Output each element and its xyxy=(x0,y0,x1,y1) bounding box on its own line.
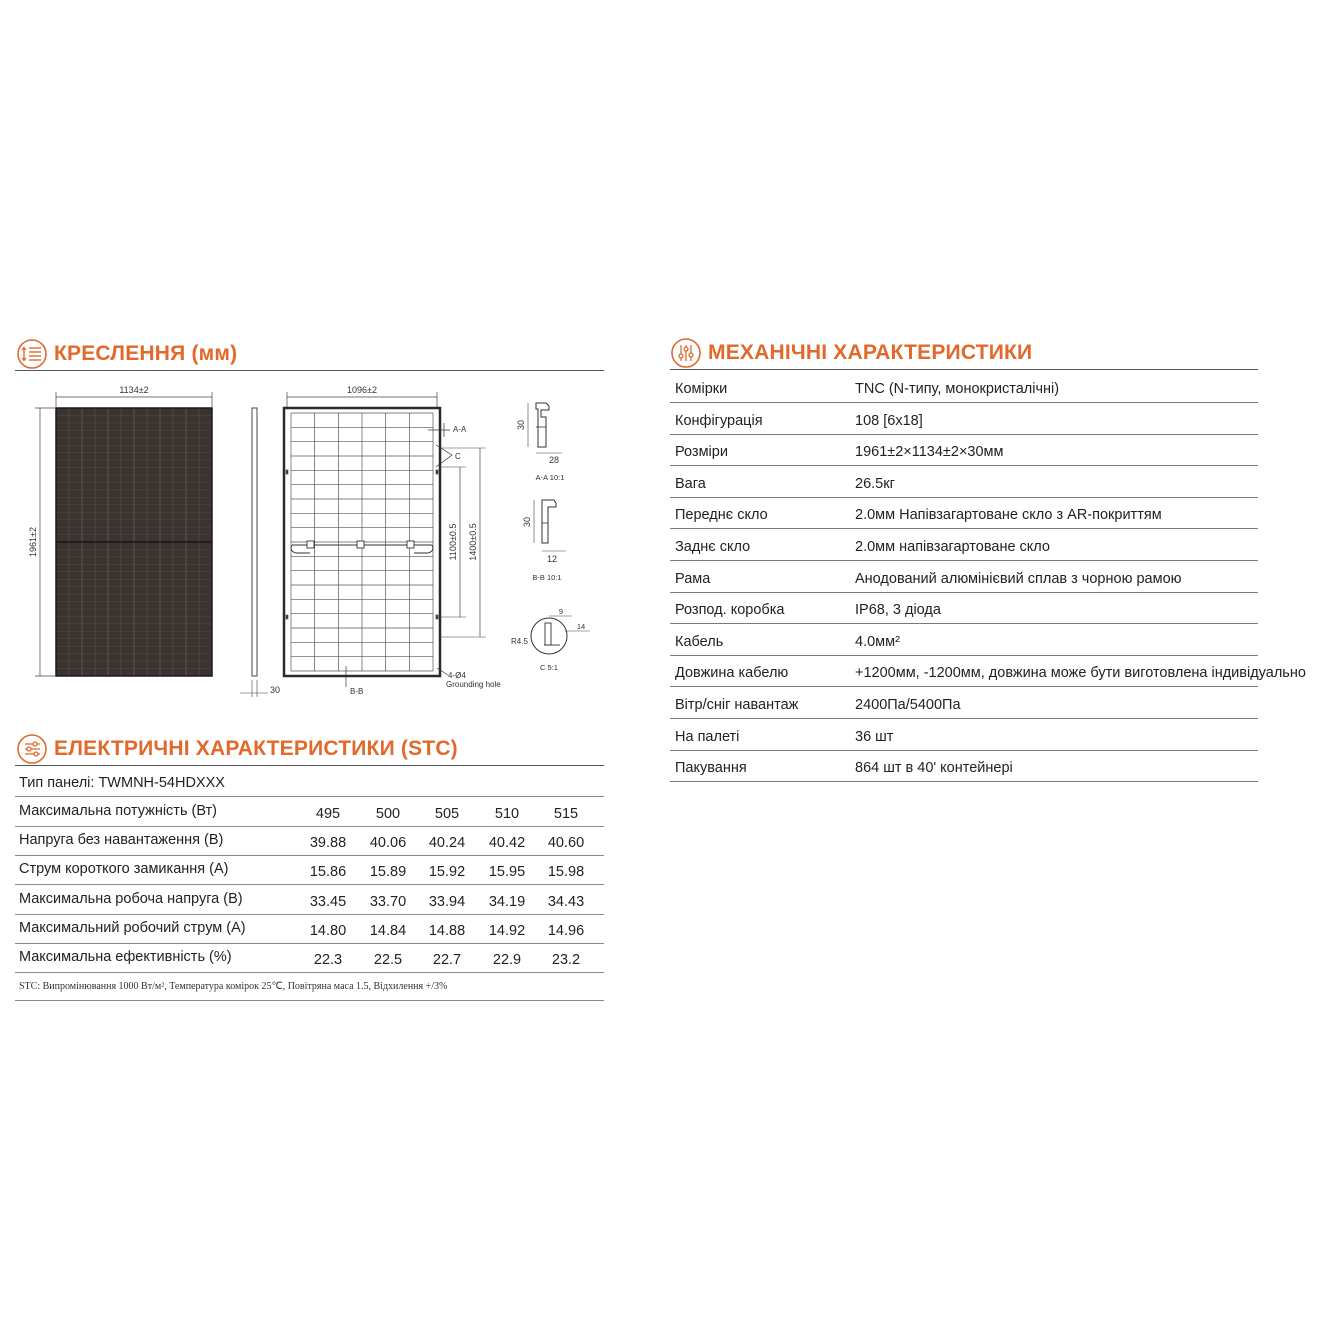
electrical-key: Максимальна потужність (Вт) xyxy=(19,803,218,819)
mechanical-value: 2400Па/5400Па xyxy=(855,697,961,713)
front-width-label: 1134±2 xyxy=(119,385,149,395)
mechanical-row xyxy=(670,655,1306,687)
section-aa-height: 30 xyxy=(516,419,526,431)
electrical-value: 15.98 xyxy=(547,864,585,881)
electrical-value: 22.5 xyxy=(373,952,403,968)
electrical-value: 15.92 xyxy=(428,864,466,881)
mechanical-row xyxy=(670,687,1258,719)
mechanical-key: Вітр/сніг навантаж xyxy=(675,697,799,713)
mechanical-key: Довжина кабелю xyxy=(675,665,789,682)
drawing-title-rule xyxy=(15,370,604,371)
section-bb-caption: B-B 10:1 xyxy=(532,573,562,582)
electrical-key: Максимальна ефективність (%) xyxy=(19,949,232,965)
sliders-icon xyxy=(16,733,48,765)
front-height-label: 1961±2 xyxy=(28,527,38,557)
side-view-panel xyxy=(240,408,280,697)
mechanical-title-rule xyxy=(670,369,1258,370)
mechanical-value: Анодований алюмінієвий сплав з чорною рамою xyxy=(855,570,1182,587)
mechanical-row xyxy=(670,561,1258,593)
electrical-value: 33.70 xyxy=(369,893,407,910)
mechanical-value: 36 шт xyxy=(855,728,894,745)
electrical-value: 510 xyxy=(494,806,520,822)
mechanical-key: Розміри xyxy=(675,444,728,461)
mechanical-row xyxy=(670,592,1258,624)
mechanical-row xyxy=(670,403,1258,435)
mechanical-value: 26.5кг xyxy=(855,475,895,492)
mechanical-row xyxy=(670,529,1258,561)
stc-note-rule xyxy=(15,1000,604,1001)
stc-note: STC: Випромінювання 1000 Вт/м², Температура комірок 25℃, Повітряна маса 1.5, Відхилення +/3% xyxy=(19,981,448,992)
electrical-value: 40.42 xyxy=(488,835,526,852)
section-bb-height: 30 xyxy=(522,516,532,528)
mechanical-value: 864 шт в 40' контейнері xyxy=(855,760,1013,777)
back-width-label: 1096±2 xyxy=(347,385,377,395)
mechanical-value: IP68, 3 діода xyxy=(855,602,941,619)
mechanical-value: +1200мм, -1200мм, довжина може бути виготовлена індивідуально xyxy=(855,665,1306,682)
mechanical-row xyxy=(670,719,1258,751)
electrical-value: 34.19 xyxy=(488,893,526,910)
electrical-row xyxy=(15,885,604,915)
electrical-value: 40.60 xyxy=(547,835,585,852)
electrical-value: 14.88 xyxy=(428,922,466,939)
mechanical-value: 2.0мм напівзагартоване скло xyxy=(855,539,1050,555)
section-c-dim-14: 14 xyxy=(576,622,586,631)
mechanical-row xyxy=(670,434,1258,466)
electrical-value: 22.7 xyxy=(432,952,462,968)
electrical-value: 33.45 xyxy=(309,893,347,910)
electrical-title: ЕЛЕКТРИЧНІ ХАРАКТЕРИСТИКИ (STC) xyxy=(54,737,458,760)
panel-drawing xyxy=(0,375,610,705)
electrical-key: Максимальна робоча напруга (В) xyxy=(19,890,243,907)
electrical-value: 15.86 xyxy=(309,864,347,881)
electrical-value: 15.95 xyxy=(488,864,526,881)
section-bb-width: 12 xyxy=(546,554,558,564)
section-c-radius: R4.5 xyxy=(511,637,528,646)
electrical-section-title xyxy=(16,733,458,765)
mechanical-key: Переднє скло xyxy=(675,507,768,524)
mechanical-section-title xyxy=(670,337,1032,369)
electrical-value: 495 xyxy=(315,806,341,822)
electrical-value: 515 xyxy=(553,806,579,822)
mechanical-row xyxy=(670,750,1258,782)
mechanical-key: Комірки xyxy=(675,381,728,397)
hole-label: 4-Ø4 xyxy=(448,671,466,680)
mechanical-value: 1961±2×1134±2×30мм xyxy=(855,444,1004,461)
electrical-row xyxy=(15,943,604,973)
section-aa-width: 28 xyxy=(548,455,560,465)
mechanical-row xyxy=(670,371,1258,403)
electrical-value: 40.24 xyxy=(428,835,466,852)
electrical-row xyxy=(15,914,604,944)
dim-1400-label: 1400±0.5 xyxy=(468,523,478,561)
electrical-value: 34.43 xyxy=(547,893,585,910)
section-aa-marker: A-A xyxy=(453,425,467,434)
electrical-row xyxy=(15,797,604,827)
electrical-key: Максимальний робочий струм (А) xyxy=(19,919,246,936)
mechanical-key: Пакування xyxy=(675,760,747,777)
mechanical-key: Заднє скло xyxy=(675,539,751,555)
mechanical-key: Кабель xyxy=(675,633,724,650)
electrical-value: 22.3 xyxy=(313,952,343,968)
electrical-value: 505 xyxy=(434,806,460,822)
electrical-row xyxy=(15,855,604,885)
dim-1100-label: 1100±0.5 xyxy=(448,523,458,561)
mechanical-key: Рама xyxy=(675,570,711,587)
section-c-detail xyxy=(511,607,590,672)
mechanical-row xyxy=(670,624,1258,656)
mechanical-key: На палеті xyxy=(675,728,740,745)
section-c-dim-9: 9 xyxy=(558,607,564,616)
mechanical-key: Вага xyxy=(675,475,706,492)
drawing-section-title xyxy=(16,338,237,370)
section-bb-marker: B-B xyxy=(350,687,364,696)
section-bb-profile xyxy=(522,500,566,582)
section-aa-caption: A-A 10:1 xyxy=(535,473,565,482)
mechanical-row xyxy=(670,466,1258,498)
electrical-value: 14.92 xyxy=(488,922,526,939)
electrical-key: Струм короткого замикання (А) xyxy=(19,861,229,878)
grounding-hole-label: Grounding hole xyxy=(446,680,501,689)
back-view-panel xyxy=(284,385,501,696)
front-width-dimension xyxy=(56,385,212,407)
mechanical-value: 2.0мм Напівзагартоване скло з AR-покриттям xyxy=(855,507,1162,524)
mechanical-value: 4.0мм² xyxy=(855,633,900,650)
front-view-panel xyxy=(56,408,212,676)
electrical-value: 14.80 xyxy=(309,922,347,939)
ruler-list-icon xyxy=(16,338,48,370)
electrical-value: 15.89 xyxy=(369,864,407,881)
electrical-title-rule xyxy=(15,765,604,766)
mechanical-title: МЕХАНІЧНІ ХАРАКТЕРИСТИКИ xyxy=(708,341,1033,364)
front-height-dimension xyxy=(28,408,55,676)
mechanical-key: Розпод. коробка xyxy=(675,602,785,619)
mechanical-key: Конфігурація xyxy=(675,412,763,429)
electrical-row xyxy=(15,826,604,856)
side-depth-label: 30 xyxy=(269,685,281,695)
section-c-marker: C xyxy=(455,452,461,461)
electrical-value: 40.06 xyxy=(369,835,407,852)
electrical-value: 14.84 xyxy=(369,922,407,939)
electrical-value: 22.9 xyxy=(492,952,522,968)
mechanical-value: TNC (N-типу, монокристалічні) xyxy=(855,381,1060,397)
panel-type-label: Тип панелі: TWMNH-54HDXXX xyxy=(19,775,225,791)
drawing-title: КРЕСЛЕННЯ (мм) xyxy=(54,342,238,365)
mechanical-value: 108 [6x18] xyxy=(855,412,923,429)
section-c-caption: C 5:1 xyxy=(540,663,558,672)
electrical-value: 23.2 xyxy=(551,952,581,968)
electrical-value: 39.88 xyxy=(309,835,347,852)
mechanical-row xyxy=(670,497,1258,529)
electrical-value: 500 xyxy=(375,806,401,822)
section-aa-profile xyxy=(516,403,564,482)
sliders-icon xyxy=(670,337,702,369)
electrical-key: Напруга без навантаження (В) xyxy=(19,832,224,849)
electrical-value: 14.96 xyxy=(547,922,585,939)
electrical-value: 33.94 xyxy=(428,893,466,910)
